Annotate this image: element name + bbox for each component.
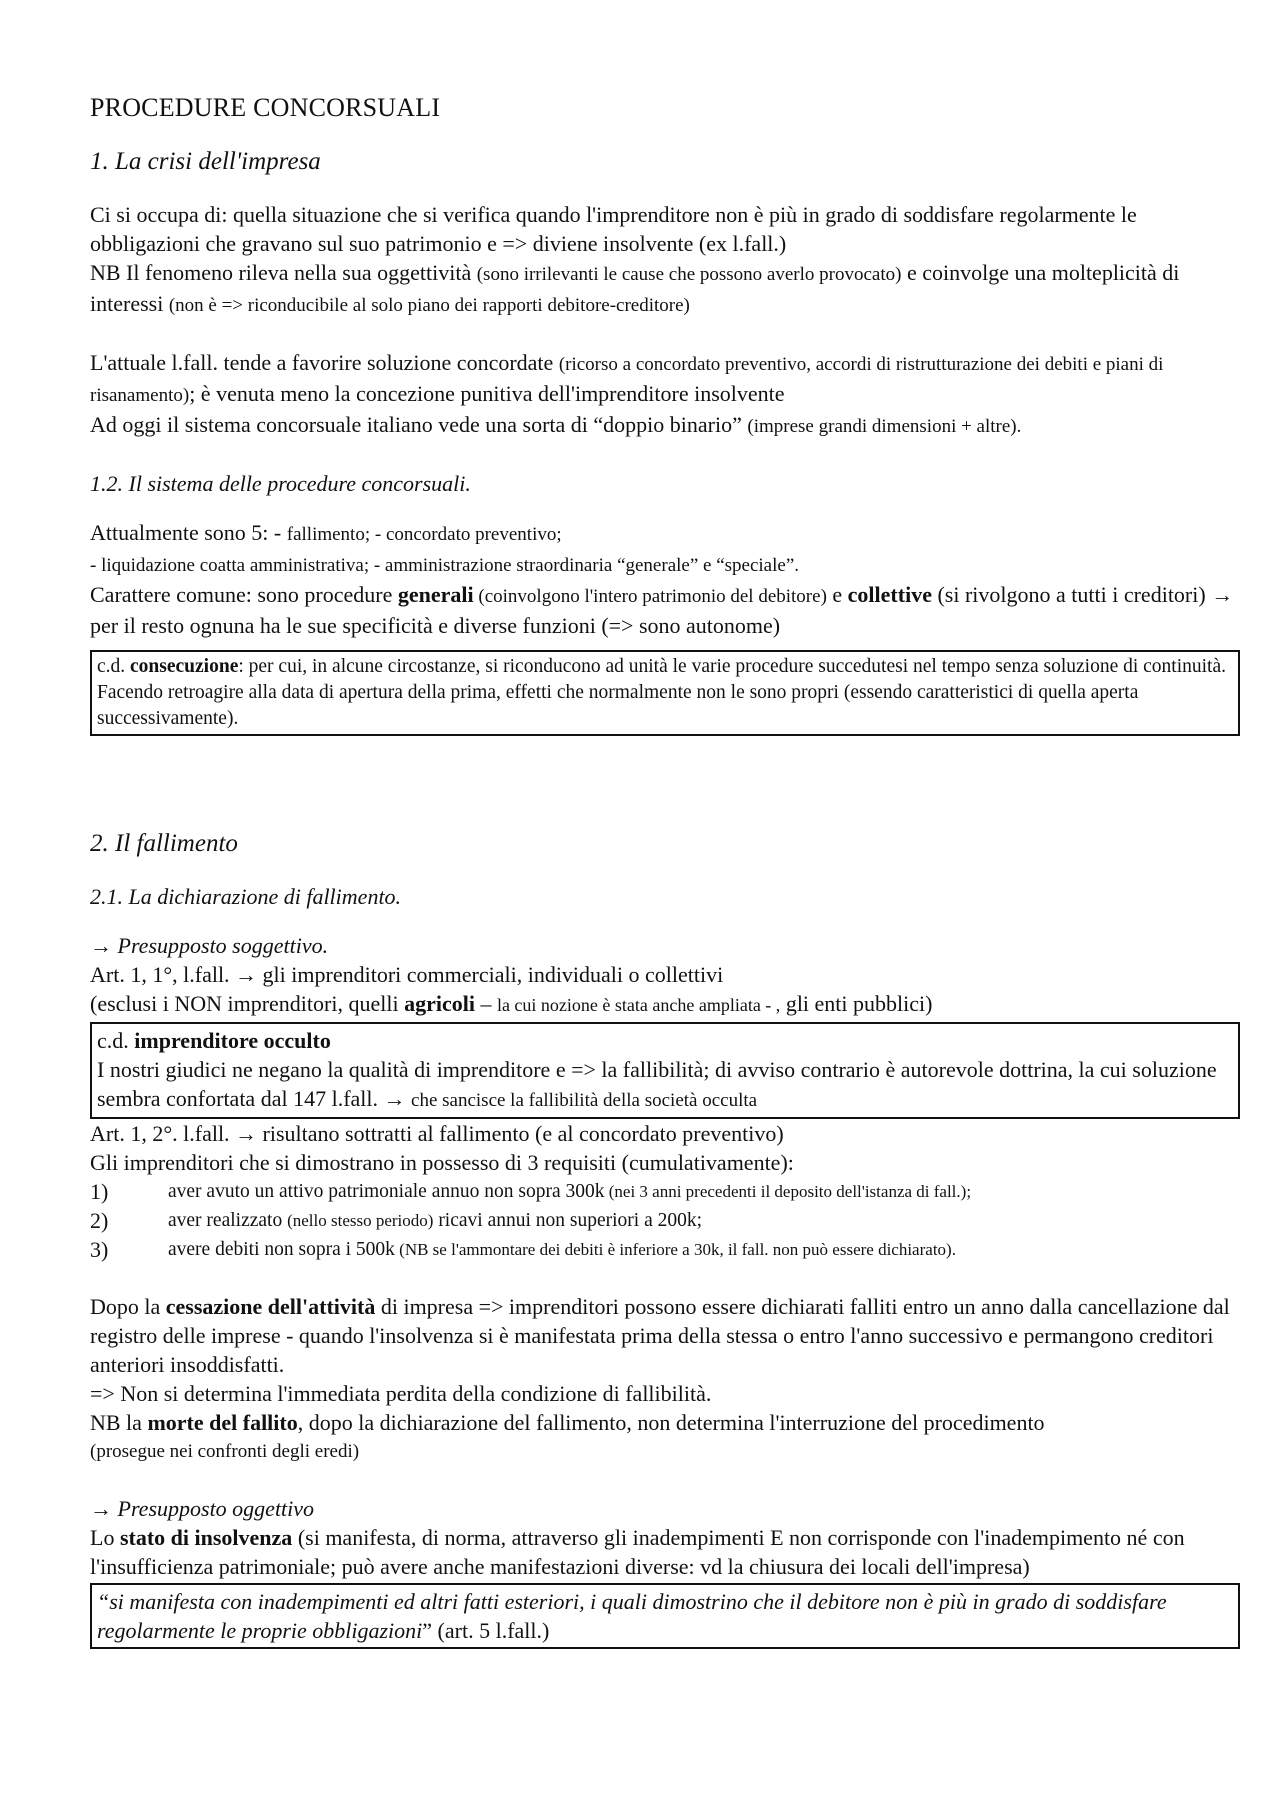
text-run: NB la — [90, 1410, 148, 1435]
boxed-quote-art5 — [90, 1583, 1240, 1649]
text-run: : per cui, in alcune circostanze, si riconducono ad unità le varie procedure succedutesi nel tempo senza soluzione di continuità. Facendo retroagire alla data di apertura della prima, effetti che normalmente non le sono propri (essendo caratteristici di quella aperta successivamente). — [97, 656, 1226, 729]
bold-term-morte-fallito: morte del fallito — [147, 1410, 298, 1435]
document-page — [90, 92, 1240, 1649]
list-item-requisito-2 — [90, 1206, 1240, 1235]
paragraph-carattere-comune — [90, 580, 1240, 640]
list-item-requisito-3 — [90, 1235, 1240, 1264]
text-run: – — [474, 991, 497, 1016]
list-text — [168, 1235, 956, 1264]
text-run-small: - liquidazione coatta amministrativa; - amministrazione straordinaria “generale” e “speciale”. — [90, 555, 800, 576]
bold-term-agricoli: agricoli — [404, 991, 475, 1016]
text-run: I nostri giudici ne negano la qualità di imprenditore e => la fallibilità; di avviso contrario è autorevole dottrina, la cui soluzione sembra confortata dal 147 l.fall. → — [97, 1057, 1217, 1111]
section-heading-sistema: 1.2. Il sistema delle procedure concorsuali. — [90, 471, 471, 496]
text-run-small: che sancisce la fallibilità della società occulta — [411, 1090, 758, 1111]
paragraph-doppio-binario — [90, 410, 1240, 441]
text-run-small: (ricorso a concordato preventivo, accordi di ristrutturazione dei debiti e piani di risanamento) — [90, 354, 1164, 406]
text-run: (esclusi i NON imprenditori, quelli — [90, 991, 405, 1016]
text-run: (si rivolgono a tutti i creditori) → per il resto ognuna ha le sue specificità e diverse funzioni (=> sono autonome) — [90, 582, 1234, 638]
section-heading-crisi: 1. La crisi dell'impresa — [90, 148, 321, 175]
heading-presupposto-oggettivo: → Presupposto oggettivo — [90, 1496, 315, 1521]
text-run: ; è venuta meno la concezione punitiva dell'imprenditore insolvente — [189, 381, 785, 406]
paragraph-procedure-elenco-2 — [90, 549, 1240, 580]
section-heading-fallimento: 2. Il fallimento — [90, 830, 238, 857]
heading-presupposto-soggettivo: → Presupposto soggettivo. — [90, 933, 329, 958]
bold-term-collettive: collettive — [847, 582, 932, 607]
paragraph-morte-fallito — [90, 1408, 1240, 1437]
paragraph-eredi: (prosegue nei confronti degli eredi) — [90, 1441, 360, 1462]
list-number: 2) — [90, 1208, 109, 1233]
text-run: Dopo la — [90, 1294, 166, 1319]
list-number: 1) — [90, 1179, 109, 1204]
text-run-small: (nello stesso periodo) — [287, 1211, 434, 1230]
list-item-requisito-1 — [90, 1177, 1240, 1206]
text-run-small: (NB se l'ammontare dei debiti è inferiore a 30k, il fall. non può essere dichiarato). — [394, 1240, 956, 1259]
paragraph-crisi-nb — [90, 258, 1240, 320]
text-run: aver realizzato — [168, 1210, 288, 1231]
text-run: gli enti pubblici) — [780, 991, 933, 1016]
list-number: 3) — [90, 1237, 109, 1262]
text-run: (si manifesta, di norma, attraverso gli inadempimenti E non corrisponde con l'inadempimento né con l'insufficienza patrimoniale; può avere anche manifestazioni diverse: vd la chiusura dei locali dell'impresa) — [90, 1525, 1185, 1579]
bold-term-generali: generali — [397, 582, 474, 607]
text-run: L'attuale l.fall. tende a favorire soluzione concordate — [90, 350, 559, 375]
text-run: Lo — [90, 1525, 120, 1550]
text-run-small: (imprese grandi dimensioni + altre). — [747, 416, 1022, 437]
subsection-heading-dichiarazione: 2.1. La dichiarazione di fallimento. — [90, 884, 402, 909]
paragraph-fallibilita: => Non si determina l'immediata perdita della condizione di fallibilità. — [90, 1381, 712, 1406]
text-run-small: la cui nozione è stata anche ampliata - , — [496, 995, 781, 1015]
boxed-note-consecuzione — [90, 650, 1240, 736]
text-run: c.d. — [97, 656, 131, 677]
paragraph-crisi-definizione: Ci si occupa di: quella situazione che si verifica quando l'imprenditore non è più in grado di soddisfare regolarmente le obbligazioni che gravano sul suo patrimonio e => diviene insolvente (ex l.fall.) — [90, 202, 1137, 256]
text-run-small: (sono irrilevanti le cause che possono averlo provocato) — [476, 264, 902, 285]
quote-text: “si manifesta con inadempimenti ed altri fatti esteriori, i quali dimostrino che il debitore non è più in grado di soddisfare regolarmente le proprie obbligazioni — [97, 1589, 1167, 1643]
text-run-small: (nei 3 anni precedenti il deposito dell'istanza di fall.); — [604, 1182, 972, 1201]
text-run-small: fallimento; - concordato preventivo; — [286, 524, 562, 545]
list-text — [168, 1206, 702, 1235]
bold-term-stato-insolvenza: stato di insolvenza — [119, 1525, 293, 1550]
text-run-small: (coinvolgono l'intero patrimonio del debitore) — [473, 586, 827, 607]
page-title: PROCEDURE CONCORSUALI — [90, 93, 441, 122]
boxed-note-imprenditore-occulto — [90, 1022, 1240, 1119]
text-run: , dopo la dichiarazione del fallimento, non determina l'interruzione del procedimento — [297, 1410, 1045, 1435]
text-run: Carattere comune: sono procedure — [90, 582, 398, 607]
bold-term-imprenditore-occulto: imprenditore occulto — [134, 1028, 331, 1053]
paragraph-art1-comma1: Art. 1, 1°, l.fall. → gli imprenditori commerciali, individuali o collettivi — [90, 962, 724, 987]
paragraph-procedure-elenco — [90, 518, 1240, 549]
paragraph-cessazione-attivita — [90, 1292, 1240, 1379]
text-run: c.d. — [97, 1028, 135, 1053]
text-run: Ad oggi il sistema concorsuale italiano vede una sorta di “doppio binario” — [90, 412, 748, 437]
list-text — [168, 1177, 971, 1206]
text-run: NB Il fenomeno rileva nella sua oggettività — [90, 260, 477, 285]
paragraph-esclusi — [90, 989, 1240, 1020]
text-run: e — [826, 582, 848, 607]
text-run: di impresa => imprenditori possono essere dichiarati falliti entro un anno dalla cancellazione dal registro delle imprese - quando l'insolvenza si è manifestata prima della stessa o entro l'anno successivo e permangono creditori anteriori insoddisfatti. — [90, 1294, 1230, 1377]
text-run-small: (non è => riconducibile al solo piano dei rapporti debitore-creditore) — [168, 295, 690, 316]
text-run: Attualmente sono 5: - — [90, 520, 287, 545]
paragraph-art1-comma2: Art. 1, 2°. l.fall. → risultano sottratti al fallimento (e al concordato preventivo) — [90, 1121, 784, 1146]
bold-term-cessazione: cessazione dell'attività — [165, 1294, 376, 1319]
bold-term-consecuzione: consecuzione — [130, 656, 239, 677]
text-run: e coinvolge una molteplicità di interessi — [90, 260, 1180, 316]
paragraph-requisiti-intro: Gli imprenditori che si dimostrano in possesso di 3 requisiti (cumulativamente): — [90, 1150, 794, 1175]
text-run: avere debiti non sopra i 500k — [168, 1239, 395, 1260]
quote-citation: ” (art. 5 l.fall.) — [422, 1618, 550, 1643]
text-run: aver avuto un attivo patrimoniale annuo non sopra 300k — [168, 1181, 605, 1202]
paragraph-lfall-attuale — [90, 348, 1240, 410]
text-run: ricavi annui non superiori a 200k; — [433, 1210, 703, 1231]
paragraph-stato-insolvenza — [90, 1523, 1240, 1581]
